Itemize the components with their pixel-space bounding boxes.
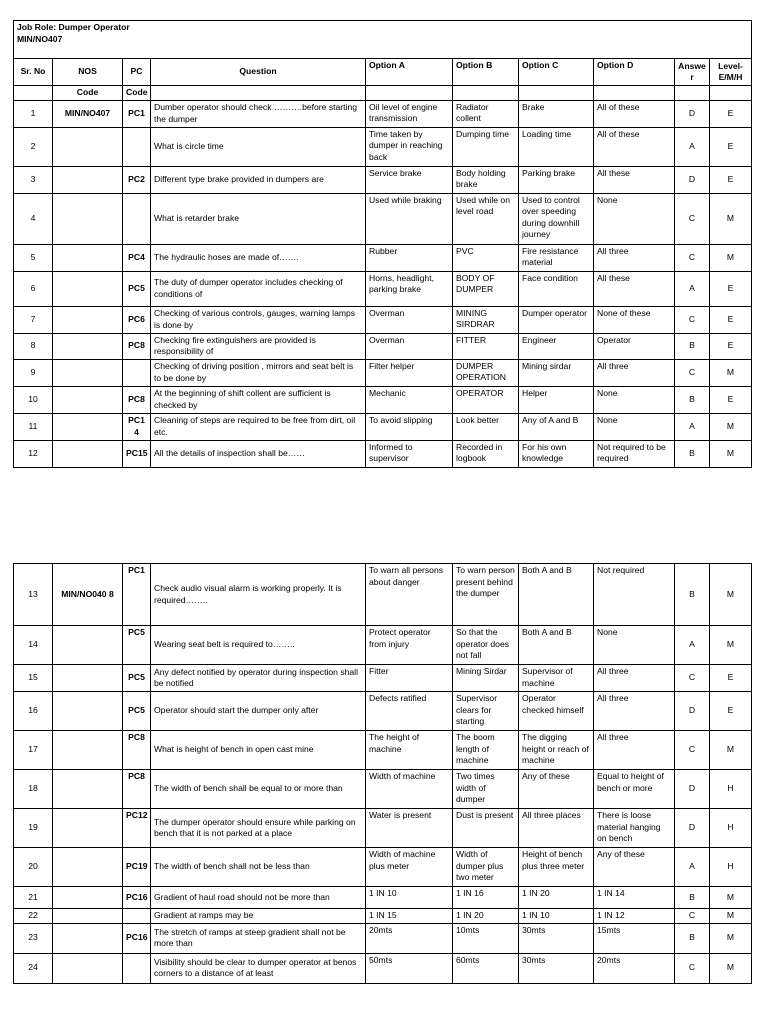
question-cell: Visibility should be clear to dumper operator at benos corners to a distance of at least bbox=[151, 953, 366, 983]
sr-no-cell: 14 bbox=[14, 626, 53, 665]
nos-code-cell bbox=[53, 809, 123, 848]
option-a-cell: Defects ratified bbox=[366, 692, 453, 731]
nos-code-cell bbox=[53, 244, 123, 271]
pc-code-cell: PC6 bbox=[123, 306, 151, 333]
pc-code-cell: PC5 bbox=[123, 271, 151, 306]
question-table-2 bbox=[13, 563, 752, 984]
option-d-cell: All three bbox=[594, 244, 675, 271]
question-cell: Operator should start the dumper only after bbox=[151, 692, 366, 731]
job-role-title: Job Role: Dumper Operator bbox=[17, 22, 130, 32]
option-c-cell: Mining sirdar bbox=[519, 359, 594, 386]
question-cell: What is height of bench in open cast mine bbox=[151, 731, 366, 770]
level-cell: H bbox=[710, 809, 752, 848]
pc-code-cell: PC2 bbox=[123, 166, 151, 193]
option-d-cell: None bbox=[594, 626, 675, 665]
table-row bbox=[14, 166, 752, 193]
sr-no-cell: 19 bbox=[14, 809, 53, 848]
answer-cell: A bbox=[675, 626, 710, 665]
pc-code-cell: PC4 bbox=[123, 244, 151, 271]
option-c-cell: Height of bench plus three meter bbox=[519, 848, 594, 887]
question-cell: Checking fire extinguishers are provided is responsibility of bbox=[151, 333, 366, 359]
answer-cell: A bbox=[675, 271, 710, 306]
table-row bbox=[14, 809, 752, 848]
sr-no-cell: 1 bbox=[14, 100, 53, 127]
option-b-cell: Width of dumper plus two meter bbox=[453, 848, 519, 887]
option-c-cell: Operator checked himself bbox=[519, 692, 594, 731]
pc-code-cell bbox=[123, 193, 151, 244]
question-cell: Checking of driving position , mirrors and seat belt is to be done by bbox=[151, 359, 366, 386]
option-c-cell: Both A and B bbox=[519, 626, 594, 665]
level-cell: M bbox=[710, 440, 752, 467]
option-d-cell: 1 IN 12 bbox=[594, 909, 675, 924]
option-b-cell: PVC bbox=[453, 244, 519, 271]
table-row bbox=[14, 193, 752, 244]
question-table-1 bbox=[13, 20, 752, 468]
answer-cell: C bbox=[675, 909, 710, 924]
level-cell: M bbox=[710, 626, 752, 665]
option-d-cell: All three bbox=[594, 692, 675, 731]
sr-no-cell: 11 bbox=[14, 413, 53, 440]
pc-code-cell bbox=[123, 953, 151, 983]
option-d-cell: None of these bbox=[594, 306, 675, 333]
col-nos-code: Code bbox=[53, 86, 123, 101]
nos-code-cell bbox=[53, 386, 123, 413]
nos-code-cell bbox=[53, 271, 123, 306]
option-c-cell: Parking brake bbox=[519, 166, 594, 193]
option-c-cell: Used to control over speeding during downhill journey bbox=[519, 193, 594, 244]
question-cell: The width of bench shall be equal to or more than bbox=[151, 770, 366, 809]
level-cell: E bbox=[710, 333, 752, 359]
option-d-cell: All three bbox=[594, 359, 675, 386]
level-cell: M bbox=[710, 953, 752, 983]
nos-code-cell bbox=[53, 626, 123, 665]
answer-cell: C bbox=[675, 244, 710, 271]
nos-code-cell bbox=[53, 923, 123, 953]
table-row bbox=[14, 244, 752, 271]
nos-code-cell bbox=[53, 909, 123, 924]
option-b-cell: So that the operator does not fall bbox=[453, 626, 519, 665]
answer-cell: C bbox=[675, 306, 710, 333]
pc-code-cell: PC15 bbox=[123, 440, 151, 467]
option-d-cell: Operator bbox=[594, 333, 675, 359]
option-b-cell: Two times width of dumper bbox=[453, 770, 519, 809]
option-a-cell: Rubber bbox=[366, 244, 453, 271]
question-cell: Cleaning of steps are required to be free from dirt, oil etc. bbox=[151, 413, 366, 440]
table-row bbox=[14, 909, 752, 924]
answer-cell: B bbox=[675, 923, 710, 953]
question-cell: The width of bench shall not be less than bbox=[151, 848, 366, 887]
table-row bbox=[14, 386, 752, 413]
nos-code-cell bbox=[53, 306, 123, 333]
level-cell: H bbox=[710, 848, 752, 887]
answer-cell: C bbox=[675, 665, 710, 692]
level-cell: E bbox=[710, 306, 752, 333]
option-b-cell: 1 IN 20 bbox=[453, 909, 519, 924]
answer-cell: B bbox=[675, 564, 710, 626]
answer-cell: D bbox=[675, 100, 710, 127]
option-a-cell: Water is present bbox=[366, 809, 453, 848]
table-row bbox=[14, 333, 752, 359]
pc-code-cell: PC5 bbox=[123, 692, 151, 731]
pc-code-cell: PC8 bbox=[123, 333, 151, 359]
option-c-cell: Helper bbox=[519, 386, 594, 413]
level-cell: E bbox=[710, 271, 752, 306]
option-a-cell: Service brake bbox=[366, 166, 453, 193]
pc-code-cell: PC16 bbox=[123, 887, 151, 909]
nos-code-cell bbox=[53, 333, 123, 359]
pc-code-cell: PC16 bbox=[123, 923, 151, 953]
job-role-header bbox=[14, 21, 752, 59]
answer-cell: D bbox=[675, 770, 710, 809]
option-a-cell: Protect operator from injury bbox=[366, 626, 453, 665]
level-cell: E bbox=[710, 665, 752, 692]
option-a-cell: Width of machine plus meter bbox=[366, 848, 453, 887]
option-a-cell: Filter helper bbox=[366, 359, 453, 386]
option-c-cell: For his own knowledge bbox=[519, 440, 594, 467]
sr-no-cell: 3 bbox=[14, 166, 53, 193]
level-cell: M bbox=[710, 923, 752, 953]
question-cell: Check audio visual alarm is working properly. It is required…….. bbox=[151, 564, 366, 626]
option-b-cell: Look better bbox=[453, 413, 519, 440]
sr-no-cell: 20 bbox=[14, 848, 53, 887]
option-d-cell: Any of these bbox=[594, 848, 675, 887]
pc-code-cell bbox=[123, 127, 151, 166]
nos-code-cell bbox=[53, 359, 123, 386]
table-row bbox=[14, 848, 752, 887]
question-cell: At the beginning of shift collent are sufficient is checked by bbox=[151, 386, 366, 413]
sr-no-cell: 21 bbox=[14, 887, 53, 909]
table-row bbox=[14, 271, 752, 306]
col-option-b: Option B bbox=[453, 59, 519, 86]
table-row bbox=[14, 770, 752, 809]
option-a-cell: Fitter bbox=[366, 665, 453, 692]
option-a-cell: Overman bbox=[366, 333, 453, 359]
option-b-cell: MINING SIRDRAR bbox=[453, 306, 519, 333]
sr-no-cell: 17 bbox=[14, 731, 53, 770]
option-c-cell: 1 IN 20 bbox=[519, 887, 594, 909]
option-d-cell: Equal to height of bench or more bbox=[594, 770, 675, 809]
table-row bbox=[14, 665, 752, 692]
sr-no-cell: 9 bbox=[14, 359, 53, 386]
sr-no-cell: 16 bbox=[14, 692, 53, 731]
nos-code-cell bbox=[53, 166, 123, 193]
nos-code-cell bbox=[53, 440, 123, 467]
option-b-cell: Used while on level road bbox=[453, 193, 519, 244]
question-cell: All the details of inspection shall be…… bbox=[151, 440, 366, 467]
question-cell: What is circle time bbox=[151, 127, 366, 166]
subhdr-empty bbox=[14, 86, 53, 101]
question-cell: Wearing seat belt is required to…….. bbox=[151, 626, 366, 665]
sr-no-cell: 18 bbox=[14, 770, 53, 809]
option-b-cell: 10mts bbox=[453, 923, 519, 953]
sr-no-cell: 23 bbox=[14, 923, 53, 953]
option-d-cell: None bbox=[594, 413, 675, 440]
option-b-cell: 1 IN 16 bbox=[453, 887, 519, 909]
option-a-cell: To warn all persons about danger bbox=[366, 564, 453, 626]
nos-code-cell bbox=[53, 127, 123, 166]
option-b-cell: Dust is present bbox=[453, 809, 519, 848]
question-cell: Different type brake provided in dumpers are bbox=[151, 166, 366, 193]
option-b-cell: DUMPER OPERATION bbox=[453, 359, 519, 386]
col-option-a: Option A bbox=[366, 59, 453, 86]
level-cell: M bbox=[710, 887, 752, 909]
table-row bbox=[14, 923, 752, 953]
option-d-cell: All of these bbox=[594, 127, 675, 166]
table-row bbox=[14, 100, 752, 127]
sr-no-cell: 6 bbox=[14, 271, 53, 306]
col-sr-no: Sr. No bbox=[14, 59, 53, 86]
question-cell: Gradient of haul road should not be more than bbox=[151, 887, 366, 909]
option-a-cell: Used while braking bbox=[366, 193, 453, 244]
sr-no-cell: 24 bbox=[14, 953, 53, 983]
subhdr-empty bbox=[151, 86, 366, 101]
table-row bbox=[14, 127, 752, 166]
option-d-cell: None bbox=[594, 193, 675, 244]
col-pc-code: Code bbox=[123, 86, 151, 101]
table-row bbox=[14, 692, 752, 731]
pc-code-cell: PC8 bbox=[123, 386, 151, 413]
option-d-cell: 15mts bbox=[594, 923, 675, 953]
question-cell: Checking of various controls, gauges, warning lamps is done by bbox=[151, 306, 366, 333]
option-d-cell: All these bbox=[594, 271, 675, 306]
col-answer: Answe r bbox=[675, 59, 710, 86]
level-cell: E bbox=[710, 100, 752, 127]
table-row bbox=[14, 731, 752, 770]
option-a-cell: 20mts bbox=[366, 923, 453, 953]
option-b-cell: Body holding brake bbox=[453, 166, 519, 193]
pc-code-cell: PC1 4 bbox=[123, 413, 151, 440]
option-c-cell: Dumper operator bbox=[519, 306, 594, 333]
option-b-cell: Dumping time bbox=[453, 127, 519, 166]
table-row bbox=[14, 953, 752, 983]
col-option-c: Option C bbox=[519, 59, 594, 86]
subhdr-empty bbox=[675, 86, 710, 101]
option-d-cell: 20mts bbox=[594, 953, 675, 983]
option-d-cell: Not required bbox=[594, 564, 675, 626]
option-c-cell: 30mts bbox=[519, 923, 594, 953]
question-cell: The duty of dumper operator includes checking of conditions of bbox=[151, 271, 366, 306]
question-cell: The stretch of ramps at steep gradient shall not be more than bbox=[151, 923, 366, 953]
level-cell: E bbox=[710, 166, 752, 193]
col-level: Level- E/M/H bbox=[710, 59, 752, 86]
level-cell: H bbox=[710, 770, 752, 809]
option-c-cell: Any of these bbox=[519, 770, 594, 809]
nos-code-cell bbox=[53, 731, 123, 770]
option-c-cell: 1 IN 10 bbox=[519, 909, 594, 924]
option-d-cell: None bbox=[594, 386, 675, 413]
option-a-cell: Time taken by dumper in reaching back bbox=[366, 127, 453, 166]
subhdr-empty bbox=[519, 86, 594, 101]
answer-cell: C bbox=[675, 359, 710, 386]
sr-no-cell: 12 bbox=[14, 440, 53, 467]
pc-code-cell: PC12 bbox=[123, 809, 151, 848]
sr-no-cell: 22 bbox=[14, 909, 53, 924]
question-cell: Gradient at ramps may be bbox=[151, 909, 366, 924]
option-a-cell: Overman bbox=[366, 306, 453, 333]
option-c-cell: Supervisor of machine bbox=[519, 665, 594, 692]
table-row bbox=[14, 564, 752, 626]
option-c-cell: The digging height or reach of machine bbox=[519, 731, 594, 770]
answer-cell: C bbox=[675, 953, 710, 983]
sr-no-cell: 2 bbox=[14, 127, 53, 166]
nos-code-cell: MIN/NO040 8 bbox=[53, 564, 123, 626]
option-b-cell: 60mts bbox=[453, 953, 519, 983]
answer-cell: D bbox=[675, 809, 710, 848]
sr-no-cell: 5 bbox=[14, 244, 53, 271]
level-cell: M bbox=[710, 731, 752, 770]
level-cell: M bbox=[710, 909, 752, 924]
option-b-cell: Radiator collent bbox=[453, 100, 519, 127]
subhdr-empty bbox=[366, 86, 453, 101]
option-c-cell: Fire resistance material bbox=[519, 244, 594, 271]
option-b-cell: The boom length of machine bbox=[453, 731, 519, 770]
option-a-cell: Width of machine bbox=[366, 770, 453, 809]
option-d-cell: There is loose material hanging on bench bbox=[594, 809, 675, 848]
option-a-cell: 1 IN 10 bbox=[366, 887, 453, 909]
pc-code-cell: PC8 bbox=[123, 770, 151, 809]
job-role-code: MIN/NO407 bbox=[17, 33, 63, 44]
sr-no-cell: 10 bbox=[14, 386, 53, 413]
pc-code-cell: PC1 bbox=[123, 100, 151, 127]
answer-cell: D bbox=[675, 692, 710, 731]
option-a-cell: To avoid slipping bbox=[366, 413, 453, 440]
option-d-cell: All three bbox=[594, 665, 675, 692]
level-cell: M bbox=[710, 413, 752, 440]
pc-code-cell: PC1 bbox=[123, 564, 151, 626]
option-b-cell: Supervisor clears for starting bbox=[453, 692, 519, 731]
option-a-cell: 50mts bbox=[366, 953, 453, 983]
option-c-cell: Engineer bbox=[519, 333, 594, 359]
option-a-cell: Informed to supervisor bbox=[366, 440, 453, 467]
option-b-cell: FITTER bbox=[453, 333, 519, 359]
col-question: Question bbox=[151, 59, 366, 86]
level-cell: M bbox=[710, 244, 752, 271]
sr-no-cell: 8 bbox=[14, 333, 53, 359]
option-d-cell: All of these bbox=[594, 100, 675, 127]
answer-cell: A bbox=[675, 127, 710, 166]
nos-code-cell bbox=[53, 193, 123, 244]
option-d-cell: All three bbox=[594, 731, 675, 770]
sr-no-cell: 15 bbox=[14, 665, 53, 692]
table-row bbox=[14, 359, 752, 386]
answer-cell: B bbox=[675, 386, 710, 413]
nos-code-cell bbox=[53, 848, 123, 887]
level-cell: M bbox=[710, 193, 752, 244]
col-option-d: Option D bbox=[594, 59, 675, 86]
option-c-cell: Any of A and B bbox=[519, 413, 594, 440]
option-c-cell: Brake bbox=[519, 100, 594, 127]
option-c-cell: 30mts bbox=[519, 953, 594, 983]
pc-code-cell: PC8 bbox=[123, 731, 151, 770]
subhdr-empty bbox=[453, 86, 519, 101]
answer-cell: B bbox=[675, 440, 710, 467]
question-cell: Dumber operator should check ……….before starting the dumper bbox=[151, 100, 366, 127]
nos-code-cell bbox=[53, 887, 123, 909]
option-c-cell: Loading time bbox=[519, 127, 594, 166]
pc-code-cell: PC19 bbox=[123, 848, 151, 887]
table-row bbox=[14, 440, 752, 467]
option-b-cell: Recorded in logbook bbox=[453, 440, 519, 467]
question-cell: The hydraulic hoses are made of……. bbox=[151, 244, 366, 271]
answer-cell: A bbox=[675, 413, 710, 440]
option-d-cell: All these bbox=[594, 166, 675, 193]
option-d-cell: 1 IN 14 bbox=[594, 887, 675, 909]
option-a-cell: The height of machine bbox=[366, 731, 453, 770]
level-cell: E bbox=[710, 127, 752, 166]
nos-code-cell bbox=[53, 413, 123, 440]
level-cell: M bbox=[710, 564, 752, 626]
nos-code-cell bbox=[53, 770, 123, 809]
option-c-cell: Both A and B bbox=[519, 564, 594, 626]
answer-cell: B bbox=[675, 887, 710, 909]
option-a-cell: 1 IN 15 bbox=[366, 909, 453, 924]
sr-no-cell: 4 bbox=[14, 193, 53, 244]
col-nos: NOS bbox=[53, 59, 123, 86]
question-cell: The dumper operator should ensure while parking on bench that it is not parked at a place bbox=[151, 809, 366, 848]
pc-code-cell: PC5 bbox=[123, 626, 151, 665]
option-a-cell: Mechanic bbox=[366, 386, 453, 413]
option-c-cell: Face condition bbox=[519, 271, 594, 306]
nos-code-cell: MIN/NO407 bbox=[53, 100, 123, 127]
pc-code-cell bbox=[123, 909, 151, 924]
subhdr-empty bbox=[710, 86, 752, 101]
nos-code-cell bbox=[53, 692, 123, 731]
question-cell: Any defect notified by operator during inspection shall be notified bbox=[151, 665, 366, 692]
option-d-cell: Not required to be required bbox=[594, 440, 675, 467]
level-cell: E bbox=[710, 692, 752, 731]
table-row bbox=[14, 413, 752, 440]
question-cell: What is retarder brake bbox=[151, 193, 366, 244]
pc-code-cell: PC5 bbox=[123, 665, 151, 692]
subhdr-empty bbox=[594, 86, 675, 101]
pc-code-cell bbox=[123, 359, 151, 386]
option-b-cell: BODY OF DUMPER bbox=[453, 271, 519, 306]
answer-cell: D bbox=[675, 166, 710, 193]
nos-code-cell bbox=[53, 665, 123, 692]
table-row bbox=[14, 887, 752, 909]
level-cell: M bbox=[710, 359, 752, 386]
option-b-cell: To warn person present behind the dumper bbox=[453, 564, 519, 626]
sr-no-cell: 7 bbox=[14, 306, 53, 333]
table-row bbox=[14, 626, 752, 665]
level-cell: E bbox=[710, 386, 752, 413]
sr-no-cell: 13 bbox=[14, 564, 53, 626]
option-b-cell: OPERATOR bbox=[453, 386, 519, 413]
option-a-cell: Oil level of engine transmission bbox=[366, 100, 453, 127]
option-c-cell: All three places bbox=[519, 809, 594, 848]
nos-code-cell bbox=[53, 953, 123, 983]
option-a-cell: Horns, headlight, parking brake bbox=[366, 271, 453, 306]
answer-cell: C bbox=[675, 193, 710, 244]
answer-cell: B bbox=[675, 333, 710, 359]
answer-cell: A bbox=[675, 848, 710, 887]
table-row bbox=[14, 306, 752, 333]
col-pc: PC bbox=[123, 59, 151, 86]
option-b-cell: Mining Sirdar bbox=[453, 665, 519, 692]
answer-cell: C bbox=[675, 731, 710, 770]
